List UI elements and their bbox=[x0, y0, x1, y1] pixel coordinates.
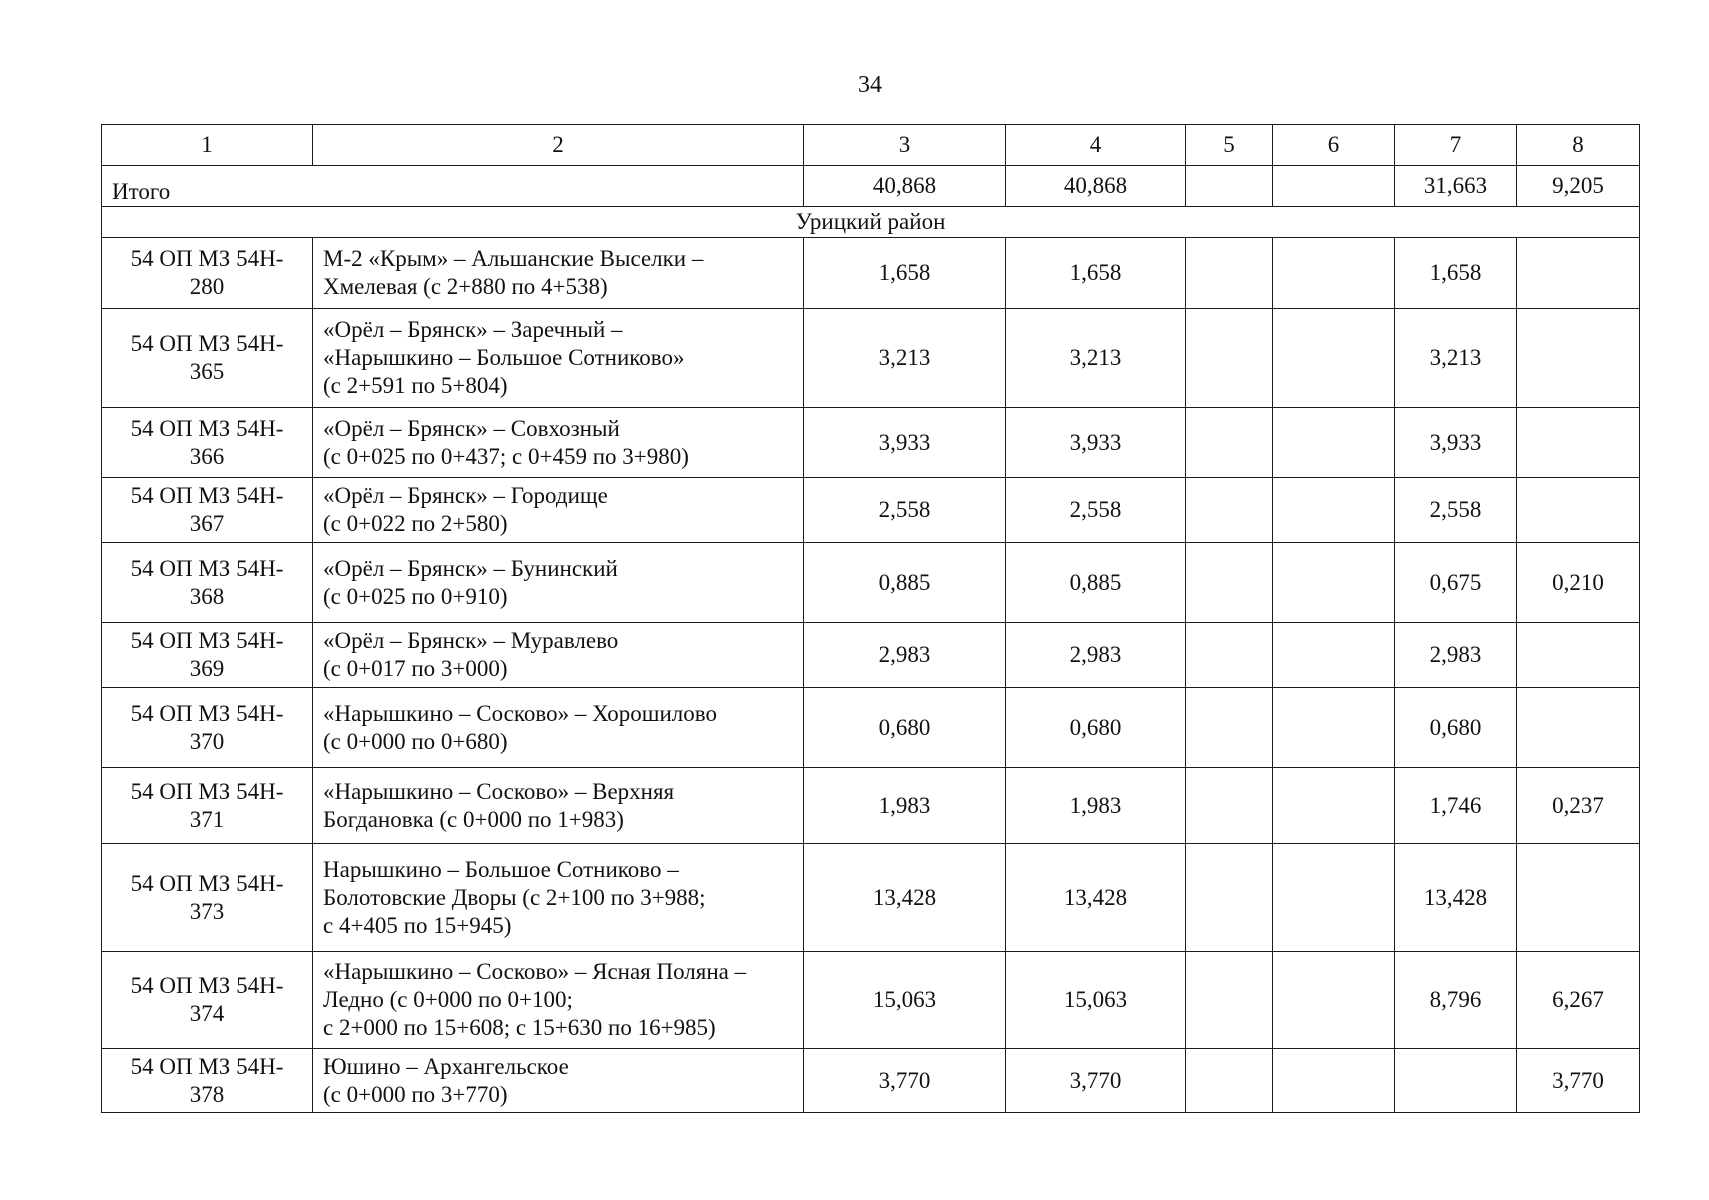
value-cell-c3: 3,933 bbox=[804, 408, 1006, 478]
value-cell-c7: 13,428 bbox=[1395, 844, 1517, 952]
value-cell-c7: 2,558 bbox=[1395, 478, 1517, 543]
road-code-line: 54 ОП МЗ 54Н- bbox=[130, 246, 284, 271]
road-name bbox=[313, 1049, 804, 1113]
road-name bbox=[313, 952, 804, 1049]
road-name-line: «Орёл – Брянск» – Городище bbox=[323, 483, 608, 508]
value-cell-c8: 3,770 bbox=[1517, 1049, 1640, 1113]
road-code-line: 54 ОП МЗ 54Н- bbox=[130, 628, 284, 653]
total-col6 bbox=[1273, 166, 1395, 207]
value-cell-c6 bbox=[1273, 688, 1395, 768]
road-name-line: (с 0+022 по 2+580) bbox=[323, 511, 508, 536]
value-cell-c5 bbox=[1186, 543, 1273, 623]
value-cell-c7: 1,746 bbox=[1395, 768, 1517, 844]
total-label: Итого bbox=[102, 166, 804, 207]
road-code-line: 371 bbox=[189, 806, 225, 832]
road-code-line: 367 bbox=[189, 511, 225, 536]
road-code-line: 54 ОП МЗ 54Н- bbox=[130, 483, 284, 508]
total-col4: 40,868 bbox=[1006, 166, 1186, 207]
value-cell-c3: 3,213 bbox=[804, 309, 1006, 408]
table-row bbox=[102, 1049, 1640, 1113]
value-cell-c5 bbox=[1186, 1049, 1273, 1113]
road-name bbox=[313, 309, 804, 408]
road-code-line: 368 bbox=[189, 583, 225, 609]
value-cell-c5 bbox=[1186, 623, 1273, 688]
road-code-line: 54 ОП МЗ 54Н- bbox=[130, 555, 284, 581]
header-cell: 3 bbox=[804, 125, 1006, 166]
road-code-line: 369 bbox=[189, 656, 225, 681]
table-row bbox=[102, 844, 1640, 952]
road-code-line: 54 ОП МЗ 54Н- bbox=[130, 870, 284, 896]
road-code-line: 54 ОП МЗ 54Н- bbox=[130, 700, 284, 726]
table-row bbox=[102, 408, 1640, 478]
road-name-line: Нарышкино – Большое Сотниково – bbox=[323, 856, 679, 882]
header-cell: 4 bbox=[1006, 125, 1186, 166]
total-col3: 40,868 bbox=[804, 166, 1006, 207]
value-cell-c5 bbox=[1186, 238, 1273, 309]
value-cell-c8 bbox=[1517, 688, 1640, 768]
header-cell: 1 bbox=[102, 125, 313, 166]
road-code bbox=[102, 478, 313, 543]
road-name-line: «Нарышкино – Большое Сотниково» bbox=[323, 345, 685, 370]
value-cell-c3: 1,658 bbox=[804, 238, 1006, 309]
value-cell-c7: 2,983 bbox=[1395, 623, 1517, 688]
value-cell-c3: 2,983 bbox=[804, 623, 1006, 688]
table-row bbox=[102, 952, 1640, 1049]
value-cell-c6 bbox=[1273, 768, 1395, 844]
value-cell-c4: 0,885 bbox=[1006, 543, 1186, 623]
total-col5 bbox=[1186, 166, 1273, 207]
road-code-line: 54 ОП МЗ 54Н- bbox=[130, 415, 284, 441]
value-cell-c4: 2,983 bbox=[1006, 623, 1186, 688]
value-cell-c8 bbox=[1517, 478, 1640, 543]
road-name-line: «Нарышкино – Сосково» – Верхняя bbox=[323, 778, 675, 804]
value-cell-c4: 15,063 bbox=[1006, 952, 1186, 1049]
road-code bbox=[102, 309, 313, 408]
road-code bbox=[102, 952, 313, 1049]
value-cell-c8 bbox=[1517, 623, 1640, 688]
road-name-line: Ледно (с 0+000 по 0+100; bbox=[323, 987, 573, 1012]
value-cell-c3: 0,885 bbox=[804, 543, 1006, 623]
header-cell: 6 bbox=[1273, 125, 1395, 166]
road-code-line: 54 ОП МЗ 54Н- bbox=[130, 973, 284, 998]
road-name-line: М-2 «Крым» – Альшанские Выселки – bbox=[323, 246, 704, 271]
road-name bbox=[313, 478, 804, 543]
value-cell-c3: 13,428 bbox=[804, 844, 1006, 952]
road-name-line: с 2+000 по 15+608; с 15+630 по 16+985) bbox=[323, 1015, 716, 1040]
value-cell-c4: 13,428 bbox=[1006, 844, 1186, 952]
road-code-line: 370 bbox=[189, 728, 225, 754]
value-cell-c3: 3,770 bbox=[804, 1049, 1006, 1113]
value-cell-c8 bbox=[1517, 309, 1640, 408]
road-code-line: 374 bbox=[189, 1001, 225, 1026]
road-name bbox=[313, 623, 804, 688]
table-row bbox=[102, 309, 1640, 408]
total-col8: 9,205 bbox=[1517, 166, 1640, 207]
value-cell-c6 bbox=[1273, 238, 1395, 309]
header-cell: 7 bbox=[1395, 125, 1517, 166]
table-row bbox=[102, 768, 1640, 844]
road-name-line: (с 0+017 по 3+000) bbox=[323, 656, 508, 681]
value-cell-c5 bbox=[1186, 844, 1273, 952]
value-cell-c7 bbox=[1395, 1049, 1517, 1113]
value-cell-c8: 0,237 bbox=[1517, 768, 1640, 844]
value-cell-c7: 0,680 bbox=[1395, 688, 1517, 768]
header-cell: 2 bbox=[313, 125, 804, 166]
value-cell-c6 bbox=[1273, 952, 1395, 1049]
road-name-line: с 4+405 по 15+945) bbox=[323, 912, 512, 938]
district-name: Урицкий район bbox=[102, 207, 1640, 238]
road-name-line: (с 0+000 по 0+680) bbox=[323, 728, 508, 754]
road-name-line: Богдановка (с 0+000 по 1+983) bbox=[323, 806, 624, 832]
header-row bbox=[102, 125, 1640, 166]
road-name-line: «Нарышкино – Сосково» – Ясная Поляна – bbox=[323, 959, 747, 984]
road-name bbox=[313, 543, 804, 623]
road-name-line: Юшино – Архангельское bbox=[323, 1053, 569, 1079]
table-row bbox=[102, 238, 1640, 309]
value-cell-c3: 2,558 bbox=[804, 478, 1006, 543]
road-code-line: 378 bbox=[189, 1081, 225, 1107]
road-name-line: Болотовские Дворы (с 2+100 по 3+988; bbox=[323, 884, 706, 910]
road-code bbox=[102, 1049, 313, 1113]
header-cell: 5 bbox=[1186, 125, 1273, 166]
table-row bbox=[102, 478, 1640, 543]
road-name bbox=[313, 238, 804, 309]
road-code-line: 365 bbox=[189, 359, 225, 384]
value-cell-c3: 1,983 bbox=[804, 768, 1006, 844]
value-cell-c4: 3,770 bbox=[1006, 1049, 1186, 1113]
value-cell-c6 bbox=[1273, 844, 1395, 952]
road-code bbox=[102, 238, 313, 309]
road-code bbox=[102, 408, 313, 478]
value-cell-c3: 0,680 bbox=[804, 688, 1006, 768]
total-row bbox=[102, 166, 1640, 207]
table-row bbox=[102, 623, 1640, 688]
value-cell-c5 bbox=[1186, 952, 1273, 1049]
value-cell-c4: 0,680 bbox=[1006, 688, 1186, 768]
table-row bbox=[102, 688, 1640, 768]
value-cell-c7: 1,658 bbox=[1395, 238, 1517, 309]
value-cell-c8: 6,267 bbox=[1517, 952, 1640, 1049]
value-cell-c5 bbox=[1186, 768, 1273, 844]
value-cell-c4: 2,558 bbox=[1006, 478, 1186, 543]
road-name-line: (с 0+000 по 3+770) bbox=[323, 1081, 508, 1107]
value-cell-c5 bbox=[1186, 688, 1273, 768]
value-cell-c7: 3,213 bbox=[1395, 309, 1517, 408]
road-name-line: «Орёл – Брянск» – Муравлево bbox=[323, 628, 619, 653]
road-code-line: 373 bbox=[189, 898, 225, 924]
value-cell-c4: 1,658 bbox=[1006, 238, 1186, 309]
road-name-line: (с 2+591 по 5+804) bbox=[323, 373, 508, 398]
page-number: 34 bbox=[858, 72, 882, 98]
road-name-line: «Нарышкино – Сосково» – Хорошилово bbox=[323, 700, 717, 726]
road-name bbox=[313, 844, 804, 952]
value-cell-c5 bbox=[1186, 478, 1273, 543]
value-cell-c6 bbox=[1273, 408, 1395, 478]
header-cell: 8 bbox=[1517, 125, 1640, 166]
value-cell-c6 bbox=[1273, 543, 1395, 623]
table-row bbox=[102, 543, 1640, 623]
road-code bbox=[102, 688, 313, 768]
road-code bbox=[102, 623, 313, 688]
value-cell-c4: 3,933 bbox=[1006, 408, 1186, 478]
value-cell-c4: 1,983 bbox=[1006, 768, 1186, 844]
roads-table bbox=[101, 124, 1640, 1113]
table-body bbox=[102, 125, 1640, 1113]
total-col7: 31,663 bbox=[1395, 166, 1517, 207]
road-code-line: 280 bbox=[189, 274, 225, 299]
value-cell-c7: 3,933 bbox=[1395, 408, 1517, 478]
value-cell-c6 bbox=[1273, 309, 1395, 408]
road-name bbox=[313, 688, 804, 768]
road-name bbox=[313, 768, 804, 844]
road-name-line: (с 0+025 по 0+910) bbox=[323, 583, 508, 609]
road-name-line: «Орёл – Брянск» – Бунинский bbox=[323, 555, 618, 581]
value-cell-c4: 3,213 bbox=[1006, 309, 1186, 408]
value-cell-c7: 0,675 bbox=[1395, 543, 1517, 623]
value-cell-c6 bbox=[1273, 1049, 1395, 1113]
value-cell-c6 bbox=[1273, 623, 1395, 688]
value-cell-c6 bbox=[1273, 478, 1395, 543]
road-code bbox=[102, 844, 313, 952]
road-name-line: Хмелевая (с 2+880 по 4+538) bbox=[323, 274, 608, 299]
road-code bbox=[102, 768, 313, 844]
value-cell-c7: 8,796 bbox=[1395, 952, 1517, 1049]
road-name bbox=[313, 408, 804, 478]
road-code-line: 54 ОП МЗ 54Н- bbox=[130, 331, 284, 356]
road-code-line: 54 ОП МЗ 54Н- bbox=[130, 1053, 284, 1079]
value-cell-c5 bbox=[1186, 408, 1273, 478]
value-cell-c5 bbox=[1186, 309, 1273, 408]
value-cell-c8 bbox=[1517, 238, 1640, 309]
road-code-line: 54 ОП МЗ 54Н- bbox=[130, 778, 284, 804]
value-cell-c8 bbox=[1517, 844, 1640, 952]
value-cell-c3: 15,063 bbox=[804, 952, 1006, 1049]
value-cell-c8: 0,210 bbox=[1517, 543, 1640, 623]
road-name-line: «Орёл – Брянск» – Заречный – bbox=[323, 317, 623, 342]
district-row bbox=[102, 207, 1640, 238]
value-cell-c8 bbox=[1517, 408, 1640, 478]
road-code-line: 366 bbox=[189, 443, 225, 469]
road-name-line: «Орёл – Брянск» – Совхозный bbox=[323, 415, 620, 441]
road-code bbox=[102, 543, 313, 623]
road-name-line: (с 0+025 по 0+437; с 0+459 по 3+980) bbox=[323, 443, 689, 469]
